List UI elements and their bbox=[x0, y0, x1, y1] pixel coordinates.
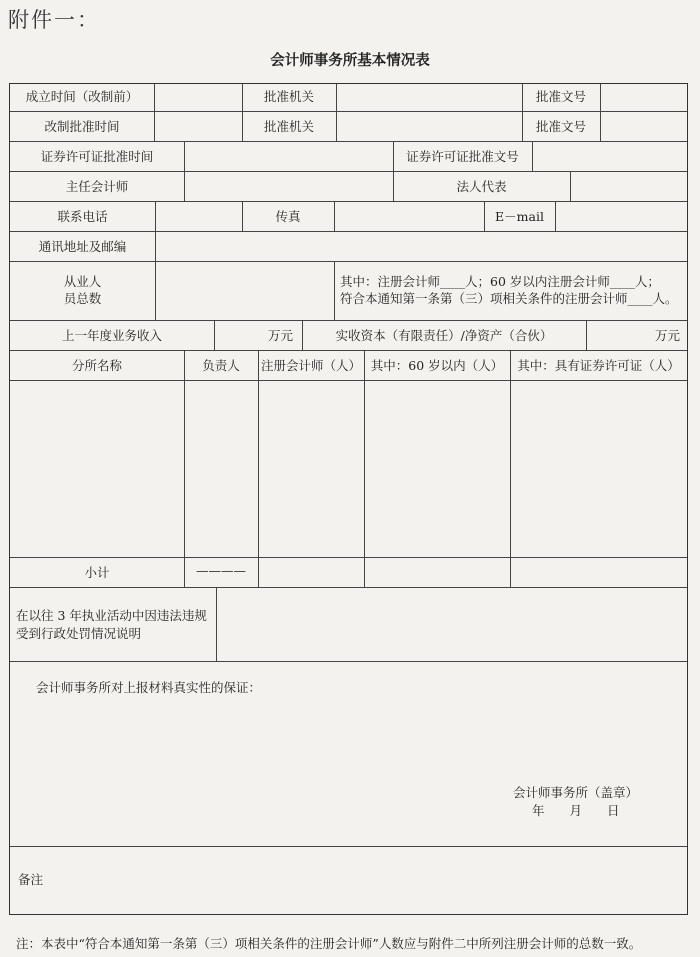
penalty-label-line1: 在以往 3 年执业活动中因违法违规 bbox=[16, 608, 207, 623]
branch-head-header: 负责人 bbox=[202, 358, 240, 373]
founded-label: 成立时间（改制前） bbox=[25, 89, 139, 104]
restructure-authority-label: 批准机关 bbox=[263, 119, 314, 134]
chief-accountant-label: 主任会计师 bbox=[65, 179, 129, 194]
address-label: 通讯地址及邮编 bbox=[38, 239, 127, 254]
capital-label: 实收资本（有限责任）/净资产（合伙） bbox=[335, 328, 553, 343]
staff-label-line1: 从业人 bbox=[63, 274, 102, 289]
branch-under60-header: 其中：60 岁以内（人） bbox=[370, 358, 504, 373]
seal-label: 会计师事务所（盖章） bbox=[513, 785, 639, 800]
fax-label: 传真 bbox=[275, 209, 301, 224]
income-label: 上一年度业务收入 bbox=[61, 328, 162, 343]
securities-time-label: 证券许可证批准时间 bbox=[40, 149, 154, 164]
branch-licensed-header: 其中：具有证券许可证（人） bbox=[517, 358, 680, 373]
form-title: 会计师事务所基本情况表 bbox=[270, 52, 430, 69]
branch-cpa-header: 注册会计师（人） bbox=[260, 358, 361, 373]
penalty-label-line2: 受到行政处罚情况说明 bbox=[16, 626, 142, 641]
founded-docno-label: 批准文号 bbox=[535, 89, 586, 104]
restructure-docno-label: 批准文号 bbox=[535, 119, 586, 134]
attachment-label: 附件一： bbox=[8, 8, 100, 32]
staff-label-line2: 员总数 bbox=[63, 291, 102, 306]
footnote: 注：本表中“符合本通知第一条第（三）项相关条件的注册会计师”人数应与附件二中所列注册会计师的总数一致。 bbox=[16, 936, 642, 951]
capital-unit: 万元 bbox=[655, 328, 681, 343]
restructure-label: 改制批准时间 bbox=[44, 119, 120, 134]
email-label: E－mail bbox=[495, 209, 544, 224]
founded-authority-label: 批准机关 bbox=[263, 89, 314, 104]
remarks-label: 备注 bbox=[18, 872, 44, 887]
subtotal-label: 小计 bbox=[84, 565, 110, 580]
phone-label: 联系电话 bbox=[57, 209, 108, 224]
info-form-table bbox=[9, 83, 688, 915]
staff-detail-line1: 其中：注册会计师____人；60 岁以内注册会计师____人； bbox=[340, 274, 660, 289]
subtotal-dash: ———— bbox=[196, 563, 246, 578]
securities-docno-label: 证券许可证批准文号 bbox=[406, 149, 519, 164]
branch-name-header: 分所名称 bbox=[71, 358, 122, 373]
date-label: 年 月 日 bbox=[532, 803, 620, 818]
guarantee-label: 会计师事务所对上报材料真实性的保证： bbox=[36, 680, 262, 695]
staff-detail-line2: 符合本通知第一条第（三）项相关条件的注册会计师____人。 bbox=[340, 291, 678, 306]
income-unit: 万元 bbox=[268, 328, 294, 343]
legal-rep-label: 法人代表 bbox=[456, 179, 507, 194]
